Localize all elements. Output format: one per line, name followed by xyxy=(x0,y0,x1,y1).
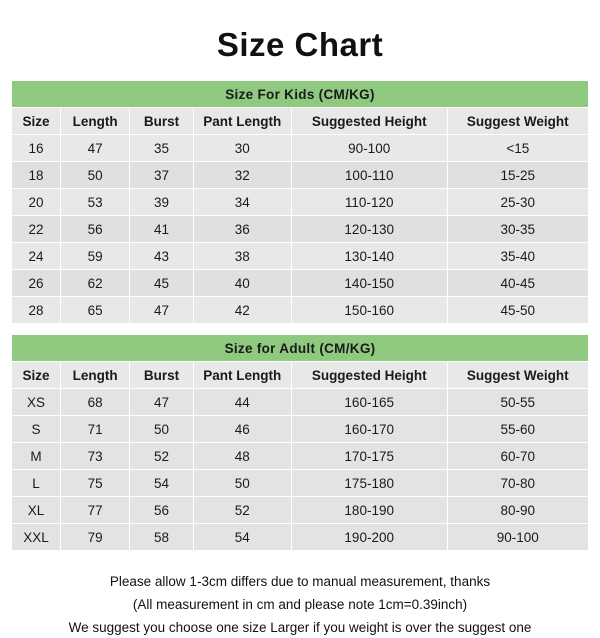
cell-suggest-weight: 40-45 xyxy=(447,270,588,297)
cell-length: 53 xyxy=(61,189,130,216)
cell-suggest-weight: 80-90 xyxy=(447,497,588,524)
note-line-1: Please allow 1-3cm differs due to manual measurement, thanks xyxy=(109,574,491,589)
cell-burst: 41 xyxy=(130,216,193,243)
table-row xyxy=(12,416,589,443)
cell-burst: 43 xyxy=(130,243,193,270)
table-row xyxy=(12,389,589,416)
table-row xyxy=(12,497,589,524)
adult-col-pant-length: Pant Length xyxy=(193,362,291,389)
cell-suggested-height: 140-150 xyxy=(291,270,447,297)
cell-suggest-weight: 90-100 xyxy=(447,524,588,551)
cell-length: 50 xyxy=(61,162,130,189)
cell-size: 16 xyxy=(12,135,61,162)
cell-burst: 58 xyxy=(130,524,193,551)
cell-suggested-height: 120-130 xyxy=(291,216,447,243)
cell-suggest-weight: 30-35 xyxy=(447,216,588,243)
cell-pant-length: 34 xyxy=(193,189,291,216)
cell-suggested-height: 100-110 xyxy=(291,162,447,189)
cell-length: 79 xyxy=(61,524,130,551)
cell-size: S xyxy=(12,416,61,443)
table-row xyxy=(12,470,589,497)
adult-section-header-label: Size for Adult (CM/KG) xyxy=(12,335,589,362)
cell-burst: 47 xyxy=(130,389,193,416)
cell-burst: 37 xyxy=(130,162,193,189)
cell-size: XL xyxy=(12,497,61,524)
cell-suggest-weight: <15 xyxy=(447,135,588,162)
adult-table-body xyxy=(12,335,589,551)
cell-suggested-height: 150-160 xyxy=(291,297,447,324)
cell-pant-length: 36 xyxy=(193,216,291,243)
cell-length: 59 xyxy=(61,243,130,270)
table-row xyxy=(12,443,589,470)
cell-burst: 35 xyxy=(130,135,193,162)
adult-column-header-row xyxy=(12,362,589,389)
cell-burst: 52 xyxy=(130,443,193,470)
cell-size: XXL xyxy=(12,524,61,551)
size-chart-page xyxy=(0,26,600,635)
cell-suggest-weight: 50-55 xyxy=(447,389,588,416)
table-row xyxy=(12,297,589,324)
cell-length: 65 xyxy=(61,297,130,324)
kids-col-pant-length: Pant Length xyxy=(193,108,291,135)
adult-table xyxy=(11,334,589,551)
cell-pant-length: 32 xyxy=(193,162,291,189)
cell-suggested-height: 130-140 xyxy=(291,243,447,270)
cell-length: 73 xyxy=(61,443,130,470)
kids-col-burst: Burst xyxy=(130,108,193,135)
cell-burst: 39 xyxy=(130,189,193,216)
cell-suggested-height: 160-170 xyxy=(291,416,447,443)
page-title: Size Chart xyxy=(216,26,384,63)
cell-length: 68 xyxy=(61,389,130,416)
cell-burst: 50 xyxy=(130,416,193,443)
cell-suggest-weight: 55-60 xyxy=(447,416,588,443)
cell-burst: 45 xyxy=(130,270,193,297)
cell-length: 56 xyxy=(61,216,130,243)
cell-suggest-weight: 70-80 xyxy=(447,470,588,497)
note-line-2: (All measurement in cm and please note 1cm=0.39inch) xyxy=(132,597,468,612)
kids-col-length: Length xyxy=(61,108,130,135)
adult-size-chart xyxy=(11,334,589,551)
table-row xyxy=(12,243,589,270)
cell-size: XS xyxy=(12,389,61,416)
cell-suggested-height: 110-120 xyxy=(291,189,447,216)
adult-section-header xyxy=(12,335,589,362)
kids-col-suggest-weight: Suggest Weight xyxy=(447,108,588,135)
cell-pant-length: 48 xyxy=(193,443,291,470)
cell-length: 77 xyxy=(61,497,130,524)
cell-size: 18 xyxy=(12,162,61,189)
cell-pant-length: 38 xyxy=(193,243,291,270)
table-row xyxy=(12,162,589,189)
cell-suggest-weight: 25-30 xyxy=(447,189,588,216)
kids-size-chart xyxy=(11,80,589,324)
cell-length: 47 xyxy=(61,135,130,162)
table-row xyxy=(12,189,589,216)
cell-suggest-weight: 45-50 xyxy=(447,297,588,324)
adult-col-size: Size xyxy=(12,362,61,389)
cell-burst: 54 xyxy=(130,470,193,497)
cell-burst: 56 xyxy=(130,497,193,524)
cell-pant-length: 54 xyxy=(193,524,291,551)
cell-suggested-height: 190-200 xyxy=(291,524,447,551)
cell-pant-length: 52 xyxy=(193,497,291,524)
kids-table xyxy=(11,80,589,324)
cell-pant-length: 40 xyxy=(193,270,291,297)
adult-col-burst: Burst xyxy=(130,362,193,389)
kids-column-header-row xyxy=(12,108,589,135)
cell-suggest-weight: 60-70 xyxy=(447,443,588,470)
kids-section-header xyxy=(12,81,589,108)
cell-size: 22 xyxy=(12,216,61,243)
cell-size: L xyxy=(12,470,61,497)
table-row xyxy=(12,216,589,243)
measurement-notes xyxy=(30,571,570,638)
table-row xyxy=(12,270,589,297)
cell-size: M xyxy=(12,443,61,470)
kids-table-body xyxy=(12,81,589,324)
cell-pant-length: 42 xyxy=(193,297,291,324)
cell-length: 62 xyxy=(61,270,130,297)
cell-pant-length: 46 xyxy=(193,416,291,443)
cell-suggested-height: 175-180 xyxy=(291,470,447,497)
cell-length: 71 xyxy=(61,416,130,443)
cell-burst: 47 xyxy=(130,297,193,324)
cell-size: 26 xyxy=(12,270,61,297)
kids-col-suggested-height: Suggested Height xyxy=(291,108,447,135)
cell-suggest-weight: 35-40 xyxy=(447,243,588,270)
cell-suggested-height: 180-190 xyxy=(291,497,447,524)
table-row xyxy=(12,135,589,162)
cell-suggested-height: 170-175 xyxy=(291,443,447,470)
cell-suggest-weight: 15-25 xyxy=(447,162,588,189)
note-line-3: We suggest you choose one size Larger if you weight is over the suggest one xyxy=(68,620,532,635)
section-spacer xyxy=(0,324,600,334)
cell-suggested-height: 160-165 xyxy=(291,389,447,416)
kids-col-size: Size xyxy=(12,108,61,135)
cell-pant-length: 50 xyxy=(193,470,291,497)
adult-col-suggested-height: Suggested Height xyxy=(291,362,447,389)
adult-col-length: Length xyxy=(61,362,130,389)
cell-size: 20 xyxy=(12,189,61,216)
cell-pant-length: 44 xyxy=(193,389,291,416)
table-row xyxy=(12,524,589,551)
cell-pant-length: 30 xyxy=(193,135,291,162)
adult-col-suggest-weight: Suggest Weight xyxy=(447,362,588,389)
cell-size: 24 xyxy=(12,243,61,270)
kids-section-header-label: Size For Kids (CM/KG) xyxy=(12,81,589,108)
cell-size: 28 xyxy=(12,297,61,324)
cell-length: 75 xyxy=(61,470,130,497)
cell-suggested-height: 90-100 xyxy=(291,135,447,162)
